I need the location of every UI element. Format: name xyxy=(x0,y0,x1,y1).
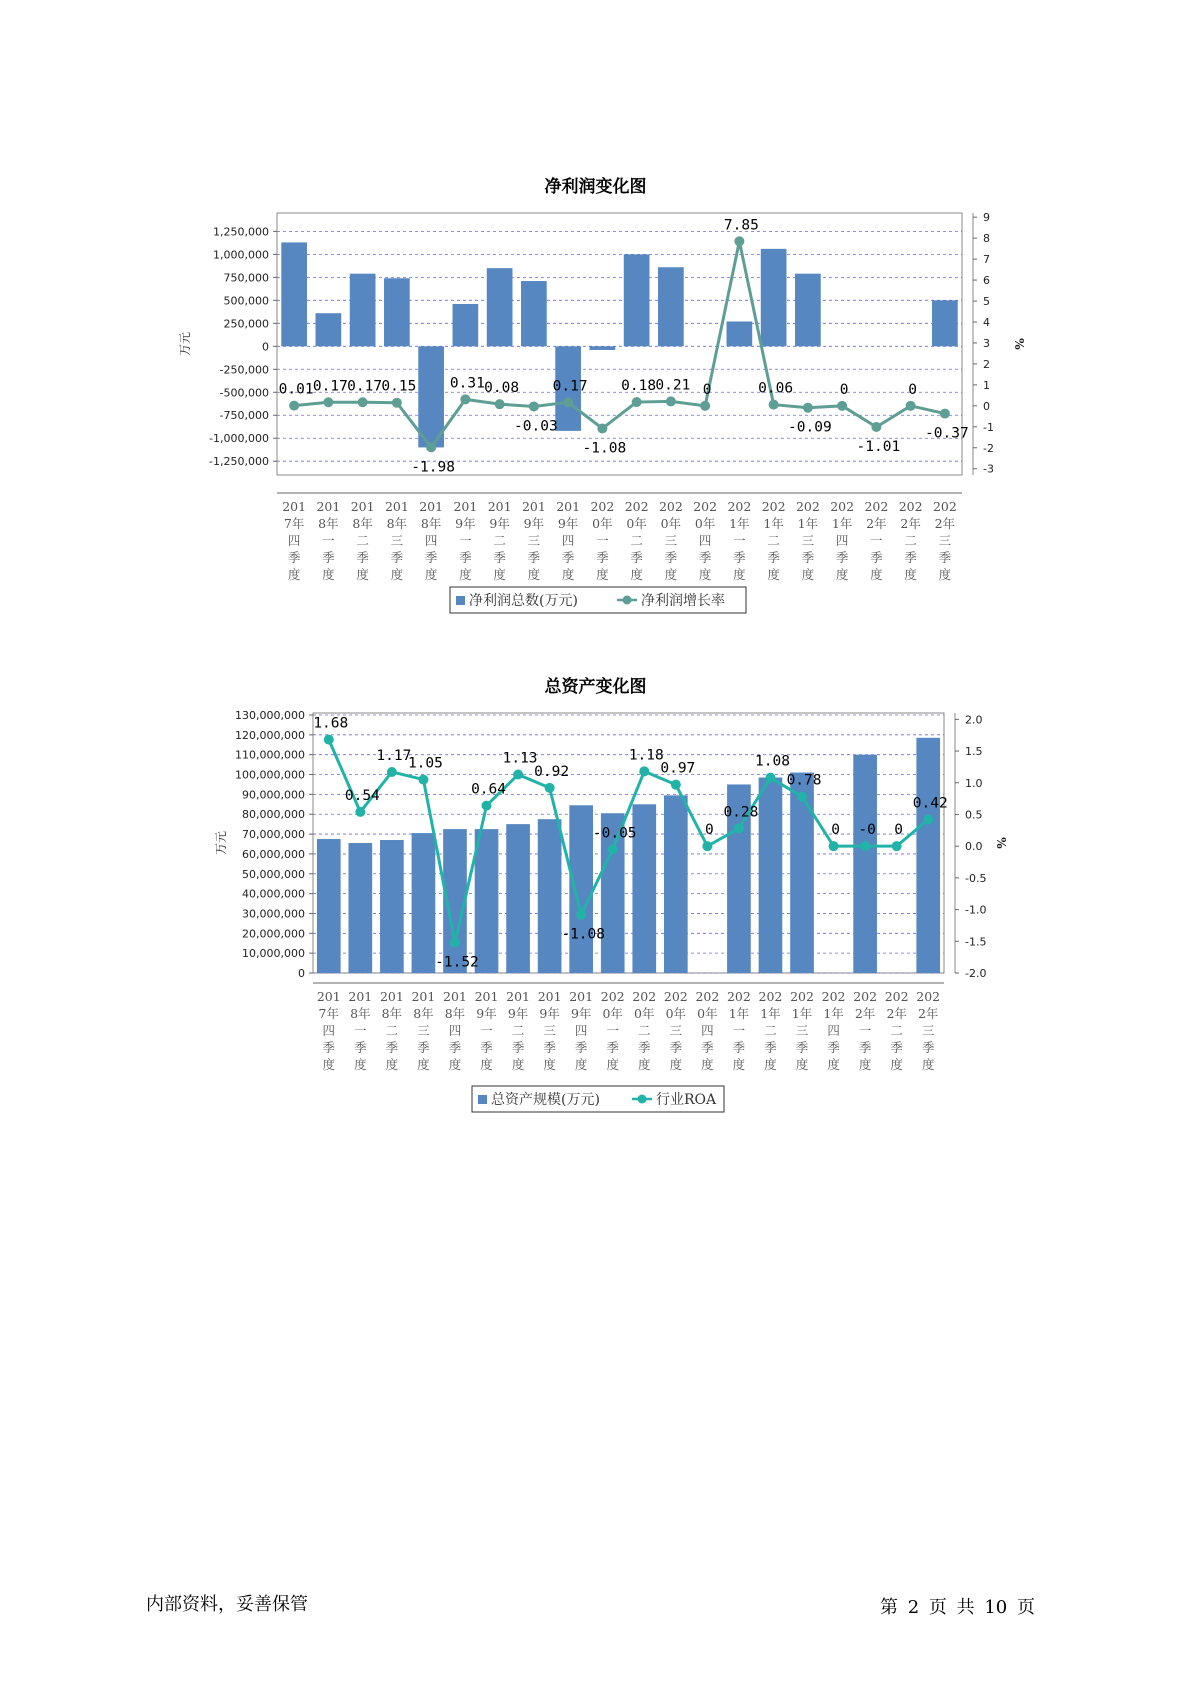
y2-tick-label: -2.0 xyxy=(965,967,987,980)
bar xyxy=(412,833,436,973)
bar xyxy=(521,281,547,346)
bar xyxy=(664,795,688,973)
x-tick-label: 202 2年二季度 xyxy=(898,499,923,582)
legend-bar-label: 总资产规模(万元) xyxy=(491,1092,600,1108)
data-label: 0.08 xyxy=(484,380,520,397)
data-label: 0.06 xyxy=(758,380,794,397)
x-tick-label: 202 0年三季度 xyxy=(663,989,688,1072)
y-tick-label: -1,250,000 xyxy=(209,455,269,469)
x-tick-label: 202 1年二季度 xyxy=(761,499,786,582)
data-label: 0 xyxy=(702,381,712,398)
chart1-title: 净利润变化图 xyxy=(544,177,647,197)
data-label: 0.28 xyxy=(723,804,759,821)
line-point xyxy=(358,397,368,407)
line-point xyxy=(769,400,779,410)
y2-tick-label: -2 xyxy=(983,441,994,455)
bar xyxy=(624,254,650,346)
y-tick-label: -250,000 xyxy=(219,363,269,377)
x-tick-label: 202 1年四季度 xyxy=(830,499,855,582)
y-tick-label: -750,000 xyxy=(219,409,269,423)
data-label: 7.85 xyxy=(723,217,759,234)
y-axis-title: 万元 xyxy=(214,830,228,856)
line-point xyxy=(355,807,365,817)
data-label: 0 xyxy=(908,381,917,398)
data-label: 1.17 xyxy=(376,747,412,764)
y-tick-label: 130,000,000 xyxy=(235,708,305,722)
y2-tick-label: -1.5 xyxy=(965,935,987,949)
line-point xyxy=(666,396,676,406)
line-point xyxy=(803,403,813,413)
bar xyxy=(281,242,307,346)
x-tick-label: 201 9年三季度 xyxy=(537,989,562,1072)
footer-page-number: 第 2 页 共 10 页 xyxy=(880,1597,1035,1618)
data-label: 0.17 xyxy=(552,378,588,395)
legend-line-label: 行业ROA xyxy=(656,1092,717,1108)
data-label: 0.15 xyxy=(381,378,417,395)
y2-tick-label: 3 xyxy=(983,336,990,350)
x-tick-label: 201 8年一季度 xyxy=(348,989,373,1072)
data-label: 0.01 xyxy=(278,381,314,398)
line-point xyxy=(597,423,607,433)
bar xyxy=(384,278,410,346)
y-tick-label: 50,000,000 xyxy=(242,867,305,881)
x-tick-label: 202 0年一季度 xyxy=(600,989,625,1072)
bar xyxy=(317,839,341,973)
y2-axis-title: % xyxy=(994,837,1008,849)
line-point xyxy=(923,815,933,825)
line-point xyxy=(289,401,299,411)
line-point xyxy=(734,823,744,833)
data-label: 0.64 xyxy=(471,781,506,798)
x-tick-label: 201 8年三季度 xyxy=(384,499,409,582)
y-tick-label: 0 xyxy=(262,340,269,354)
x-tick-label: 202 1年三季度 xyxy=(790,989,814,1072)
line-point xyxy=(860,841,870,851)
bar xyxy=(453,304,479,346)
y-tick-label: 60,000,000 xyxy=(242,847,305,861)
y-tick-label: 100,000,000 xyxy=(235,768,305,782)
y-tick-label: -1,000,000 xyxy=(209,432,269,446)
line-point xyxy=(734,236,744,246)
line-point xyxy=(392,398,402,408)
bar xyxy=(727,321,753,346)
line-point xyxy=(482,801,492,811)
x-tick-label: 201 7年四季度 xyxy=(282,499,307,582)
data-label: 1.68 xyxy=(313,715,349,732)
x-tick-label: 202 1年二季度 xyxy=(758,989,783,1072)
x-tick-label: 201 9年一季度 xyxy=(474,989,499,1072)
bar xyxy=(658,267,684,346)
line-point xyxy=(608,844,618,854)
bar xyxy=(790,773,814,973)
y-tick-label: 0 xyxy=(298,967,305,980)
y2-axis-title: % xyxy=(1012,338,1026,350)
bar xyxy=(853,755,877,973)
y2-tick-label: 1.5 xyxy=(965,745,983,759)
y2-tick-label: 0 xyxy=(983,399,990,413)
chart2-title: 总资产变化图 xyxy=(544,677,647,697)
bar xyxy=(795,274,821,347)
data-label: -0.37 xyxy=(925,425,969,442)
line-point xyxy=(426,442,436,452)
data-label: -0.03 xyxy=(514,418,558,435)
y2-tick-label: 2 xyxy=(983,357,990,371)
data-label: -1.08 xyxy=(561,926,606,943)
y-tick-label: 120,000,000 xyxy=(235,728,305,742)
net-profit-chart xyxy=(0,205,1191,675)
legend-bar-label: 净利润总数(万元) xyxy=(469,593,578,609)
bar xyxy=(538,819,562,973)
data-label: 0.17 xyxy=(312,378,348,395)
y-tick-label: 110,000,000 xyxy=(235,748,305,762)
line-point xyxy=(563,397,573,407)
data-label: -1.08 xyxy=(582,440,627,457)
y-tick-label: -500,000 xyxy=(219,386,269,400)
plot-frame xyxy=(277,213,962,475)
x-tick-label: 201 8年二季度 xyxy=(350,499,375,582)
data-label: 0.18 xyxy=(621,378,657,395)
y-tick-label: 250,000 xyxy=(223,317,269,331)
line-point xyxy=(892,841,902,851)
bar xyxy=(506,824,530,973)
y-tick-label: 70,000,000 xyxy=(242,828,305,842)
x-tick-label: 202 1年一季度 xyxy=(726,989,751,1072)
x-tick-label: 201 8年一季度 xyxy=(316,499,341,582)
bar xyxy=(316,313,342,346)
y2-tick-label: -1.0 xyxy=(965,903,987,917)
legend-bar-swatch xyxy=(456,596,465,605)
y2-tick-label: 0.0 xyxy=(965,840,983,854)
x-tick-label: 201 9年二季度 xyxy=(506,989,531,1072)
data-label: 0.42 xyxy=(912,795,948,812)
line-point xyxy=(700,401,710,411)
line-point xyxy=(495,399,505,409)
line-point xyxy=(323,397,333,407)
line-point xyxy=(529,401,539,411)
total-assets-chart xyxy=(0,705,1191,1155)
x-tick-label: 201 7年四季度 xyxy=(316,989,341,1072)
x-tick-label: 201 8年四季度 xyxy=(419,499,444,582)
data-label: 1.05 xyxy=(407,755,443,772)
y2-tick-label: 9 xyxy=(983,211,990,225)
x-tick-label: 201 9年四季度 xyxy=(569,989,594,1072)
bar xyxy=(350,274,376,347)
y-tick-label: 750,000 xyxy=(223,271,269,285)
bar xyxy=(761,249,787,346)
footer-confidential-note: 内部资料，妥善保管 xyxy=(146,1594,308,1615)
line-point xyxy=(324,735,334,745)
data-label: -0.09 xyxy=(788,419,832,436)
y2-tick-label: 0.5 xyxy=(965,808,983,822)
x-tick-label: 202 0年一季度 xyxy=(590,499,615,582)
y-tick-label: 90,000,000 xyxy=(242,788,305,802)
legend-line-label: 净利润增长率 xyxy=(641,593,725,609)
line-point xyxy=(450,938,460,948)
x-tick-label: 201 9年二季度 xyxy=(487,499,512,582)
legend-line-marker xyxy=(638,1095,647,1104)
bar xyxy=(380,840,404,973)
y2-tick-label: 4 xyxy=(983,315,990,329)
line-point xyxy=(545,783,555,793)
line-point xyxy=(871,422,881,432)
line-point xyxy=(829,841,839,851)
x-tick-label: 202 0年二季度 xyxy=(624,499,649,582)
x-tick-label: 202 2年一季度 xyxy=(853,989,878,1072)
data-label: 0.78 xyxy=(786,772,822,789)
bar xyxy=(759,778,783,973)
line-point xyxy=(940,409,950,419)
y2-tick-label: 5 xyxy=(983,295,990,309)
x-tick-label: 201 8年三季度 xyxy=(411,989,436,1072)
y2-tick-label: -1 xyxy=(983,420,994,434)
line-point xyxy=(460,394,470,404)
y-axis-title: 万元 xyxy=(178,331,192,357)
data-label: 0.17 xyxy=(347,378,383,395)
bar xyxy=(590,346,616,350)
y2-tick-label: -3 xyxy=(983,462,994,476)
y2-tick-label: 2.0 xyxy=(965,713,983,727)
data-label: 0 xyxy=(839,381,849,398)
x-tick-label: 201 8年四季度 xyxy=(443,989,467,1072)
x-tick-label: 202 0年三季度 xyxy=(658,499,683,582)
line-point xyxy=(906,401,916,411)
y-tick-label: 1,250,000 xyxy=(213,225,269,239)
line-point xyxy=(702,841,712,851)
line-point xyxy=(671,780,681,790)
x-tick-label: 202 2年三季度 xyxy=(932,499,957,582)
legend-line-marker xyxy=(623,596,632,605)
x-tick-label: 201 9年四季度 xyxy=(556,499,581,582)
data-label: 0 xyxy=(894,822,904,839)
bar xyxy=(916,738,940,973)
data-label: 0.97 xyxy=(660,760,696,777)
x-tick-label: 202 0年二季度 xyxy=(632,989,657,1072)
data-label: -1.98 xyxy=(411,459,455,476)
bar xyxy=(475,829,499,973)
y2-tick-label: 8 xyxy=(983,232,990,246)
y-tick-label: 10,000,000 xyxy=(242,947,305,961)
bar xyxy=(932,300,958,346)
y2-tick-label: 1.0 xyxy=(965,776,983,790)
y2-tick-label: 1 xyxy=(983,378,990,392)
x-tick-label: 202 1年四季度 xyxy=(821,989,846,1072)
y2-tick-label: 6 xyxy=(983,274,990,288)
data-label: 0.31 xyxy=(449,375,485,392)
data-label: -0 xyxy=(858,822,876,839)
data-label: -0.05 xyxy=(592,825,637,842)
x-tick-label: 201 9年一季度 xyxy=(453,499,478,582)
y2-tick-label: -0.5 xyxy=(965,871,987,885)
legend-bar-swatch xyxy=(478,1095,487,1104)
data-label: 1.08 xyxy=(755,753,790,770)
x-tick-label: 202 1年一季度 xyxy=(727,499,752,582)
y-tick-label: 500,000 xyxy=(223,294,269,308)
bar xyxy=(348,843,372,973)
x-tick-label: 202 1年三季度 xyxy=(795,499,820,582)
x-tick-label: 202 0年四季度 xyxy=(693,499,718,582)
x-tick-label: 201 8年二季度 xyxy=(379,989,404,1072)
line-point xyxy=(632,397,642,407)
bar xyxy=(569,805,593,973)
x-tick-label: 202 0年四季度 xyxy=(695,989,720,1072)
data-label: 0 xyxy=(831,822,840,839)
line-point xyxy=(387,767,397,777)
line-point xyxy=(576,910,586,920)
y-tick-label: 40,000,000 xyxy=(242,887,305,901)
bar xyxy=(487,268,513,346)
x-tick-label: 202 2年二季度 xyxy=(884,989,909,1072)
line-point xyxy=(513,770,523,780)
data-label: 0.21 xyxy=(655,377,691,394)
y-tick-label: 20,000,000 xyxy=(242,927,305,941)
line-point xyxy=(765,773,775,783)
data-label: 0 xyxy=(705,822,714,839)
data-label: 0.54 xyxy=(344,787,380,804)
y-tick-label: 30,000,000 xyxy=(242,907,305,921)
y-tick-label: 80,000,000 xyxy=(242,808,305,822)
line-point xyxy=(797,792,807,802)
data-label: -1.01 xyxy=(856,439,901,456)
y2-tick-label: 7 xyxy=(983,253,990,267)
line-point xyxy=(639,766,649,776)
line-point xyxy=(837,401,847,411)
y-tick-label: 1,000,000 xyxy=(213,248,269,262)
data-label: 0.92 xyxy=(534,763,570,780)
data-label: -1.52 xyxy=(435,954,479,971)
x-tick-label: 202 2年三季度 xyxy=(916,989,941,1072)
data-label: 1.18 xyxy=(628,747,664,764)
x-tick-label: 202 2年一季度 xyxy=(864,499,889,582)
x-tick-label: 201 9年三季度 xyxy=(521,499,546,582)
line-point xyxy=(418,775,428,785)
data-label: 1.13 xyxy=(502,750,538,767)
